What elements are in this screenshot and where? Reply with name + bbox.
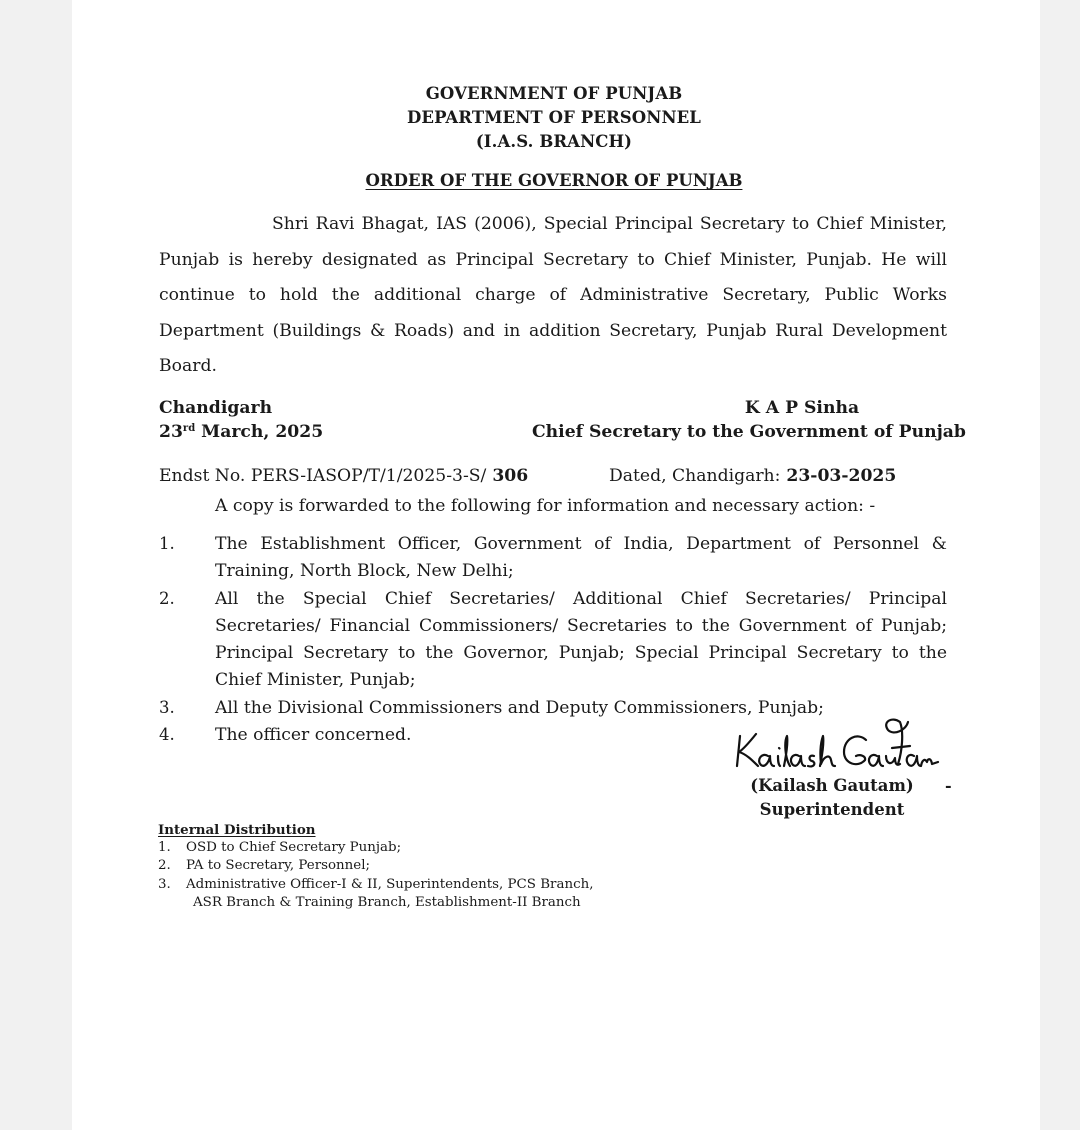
internal-item-number: 2. <box>158 858 171 874</box>
signatory-designation: Chief Secretary to the Government of Punjab <box>532 422 966 442</box>
document-page <box>72 0 1040 1130</box>
internal-item-text: OSD to Chief Secretary Punjab; <box>186 840 402 856</box>
order-body-paragraph: Shri Ravi Bhagat, IAS (2006), Special Principal Secretary to Chief Minister, Punjab is hereby designated as Principal Secretary to Chief Minister, Punjab. He will continue to hold the additional charge of Administrative Secretary, Public Works Department (Buildings & Roads) and in addition Secretary, Punjab Rural Development Board. <box>159 214 947 377</box>
order-date <box>159 422 323 442</box>
internal-item-continuation: ASR Branch & Training Branch, Establishment-II Branch <box>193 894 581 910</box>
order-date-day: 23 <box>159 422 183 442</box>
order-title <box>72 171 1036 190</box>
header-branch: (I.A.S. BRANCH) <box>475 132 633 151</box>
distribution-item-number: 1. <box>159 534 175 553</box>
distribution-item-text: All the Special Chief Secretaries/ Additional Chief Secretaries/ Principal Secretaries/ Financial Commissioners/ Secretaries to the Government of Punjab; Principal Secretary to the Governor, Punjab; Special Principal Secretary to the Chief Minister, Punjab; <box>215 589 947 690</box>
internal-distribution-item <box>158 839 593 857</box>
order-date-month-year: March, 2025 <box>195 422 324 442</box>
distribution-item-text: The Establishment Officer, Government of India, Department of Personnel & Training, North Block, New Delhi; <box>215 534 947 581</box>
distribution-item-text: The officer concerned. <box>215 725 412 745</box>
internal-item-text: PA to Secretary, Personnel; <box>186 858 371 874</box>
distribution-item-number: 4. <box>159 725 175 744</box>
signatory-name <box>532 398 948 418</box>
endorsement-dated-value: 23-03-2025 <box>780 466 897 486</box>
internal-distribution-title: Internal Distribution <box>158 822 316 838</box>
endorsement-label: Endst No. PERS-IASOP/T/1/2025-3-S/ <box>159 466 487 486</box>
superintendent-designation: Superintendent <box>759 800 905 819</box>
endorsement-dated <box>609 466 896 486</box>
distribution-item-text: All the Divisional Commissioners and Deputy Commissioners, Punjab; <box>215 698 824 718</box>
signatory-name-text: K A P Sinha <box>744 398 860 418</box>
endorsement-number <box>159 466 528 486</box>
internal-distribution <box>158 821 593 912</box>
header-government: GOVERNMENT OF PUNJAB <box>425 84 683 103</box>
internal-distribution-item <box>158 876 593 894</box>
header-department: DEPARTMENT OF PERSONNEL <box>407 108 701 127</box>
distribution-item-number: 2. <box>159 589 175 608</box>
internal-item-number: 1. <box>158 840 171 856</box>
order-title-text: ORDER OF THE GOVERNOR OF PUNJAB <box>365 171 743 190</box>
copy-forward-line: A copy is forwarded to the following for information and necessary action: - <box>215 496 876 516</box>
order-date-suffix: rd <box>182 423 196 434</box>
internal-distribution-item <box>158 857 593 875</box>
document-content <box>72 0 1040 1130</box>
signature-mark: - <box>945 776 952 795</box>
distribution-item-number: 3. <box>159 698 175 717</box>
superintendent-name: (Kailash Gautam) <box>750 776 914 795</box>
endorsement-num: 306 <box>486 466 529 486</box>
handwritten-signature <box>732 712 942 784</box>
internal-item-number: 3. <box>158 876 171 892</box>
place: Chandigarh <box>159 398 273 418</box>
endorsement-dated-label: Dated, Chandigarh: <box>609 466 781 486</box>
internal-item-text: Administrative Officer-I & II, Superintendents, PCS Branch, <box>186 876 594 892</box>
